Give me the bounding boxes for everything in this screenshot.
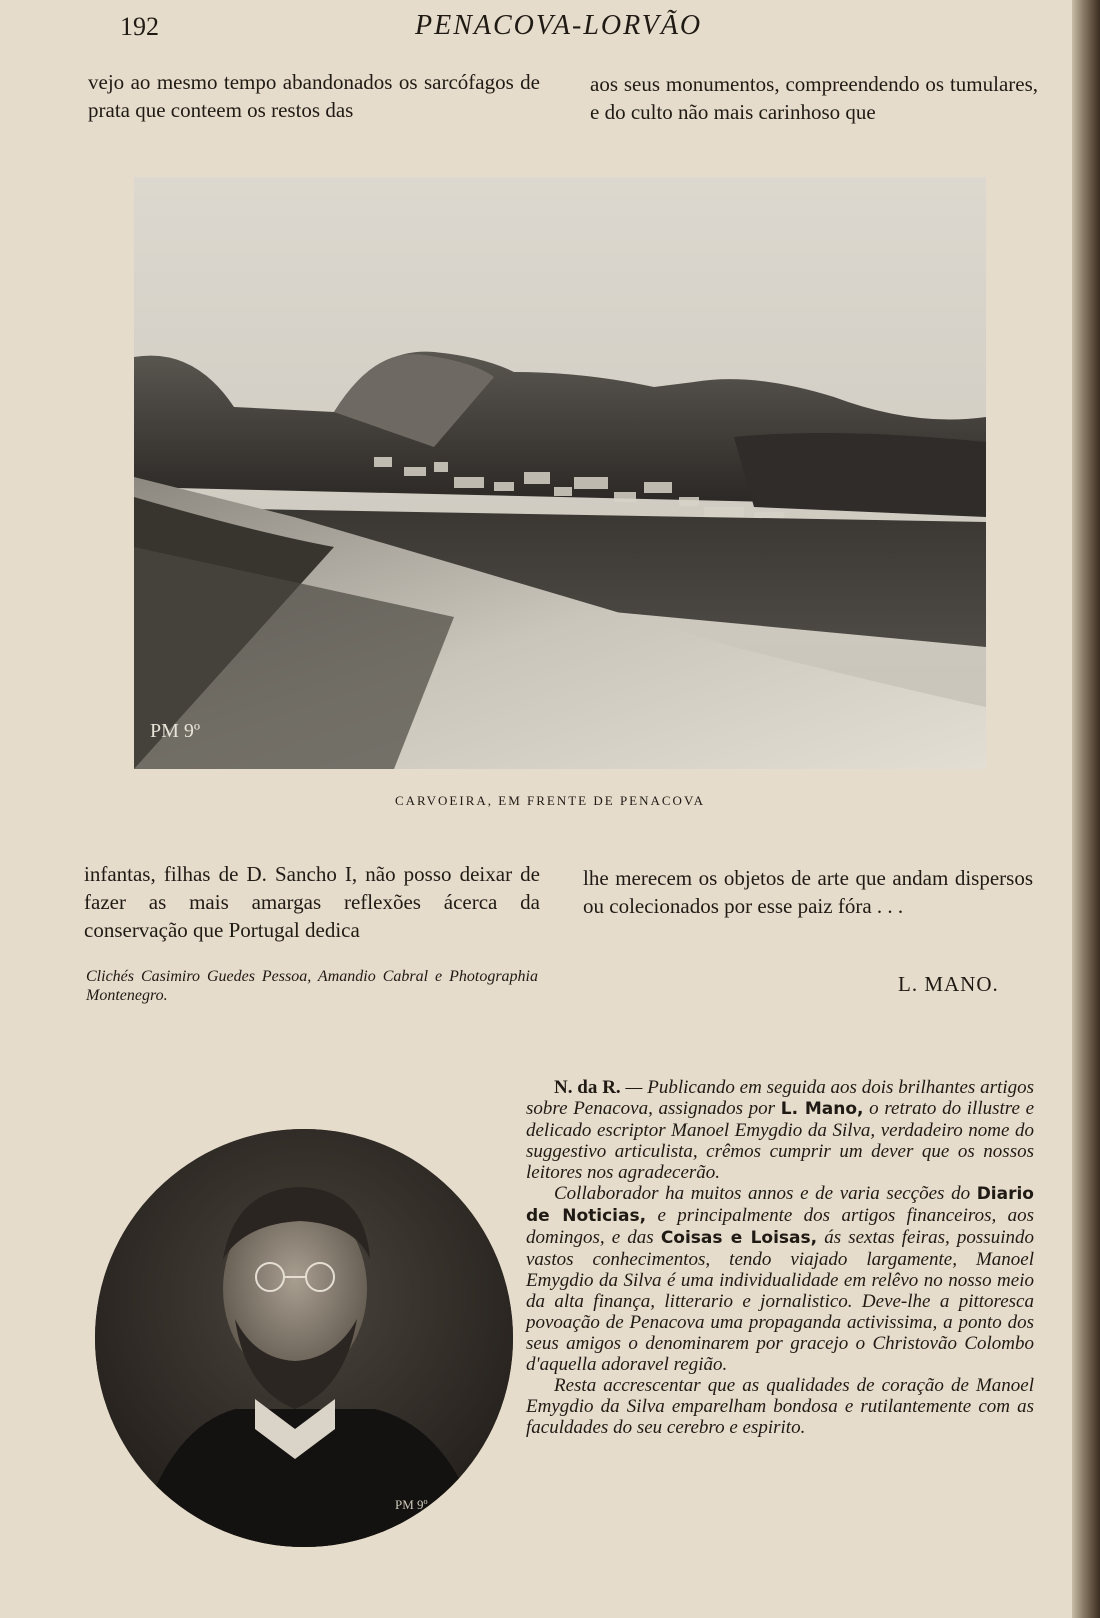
binding-gutter: [1072, 0, 1100, 1618]
top-left-text: vejo ao mesmo tempo abandonados os sarcófagos de prata que conteem os restos das: [88, 70, 540, 122]
note-author-name: L. Mano,: [780, 1099, 864, 1119]
page-number: 192: [120, 12, 159, 41]
portrait-monogram: PM 9º: [395, 1497, 428, 1512]
editors-note: [526, 1077, 1034, 1438]
note-paragraph-2: [526, 1183, 1034, 1375]
top-right-text: aos seus monumentos, compreendendo os tumulares, e do culto não mais carinhoso que: [590, 72, 1038, 124]
author-portrait: [95, 1129, 513, 1547]
middle-right-column: [583, 864, 1033, 920]
top-left-column: [88, 68, 540, 124]
author-signature: L. MANO.: [898, 972, 999, 996]
note-p2-a: Collaborador ha muitos annos e de varia secções do: [554, 1183, 977, 1204]
running-title: PENACOVA-LORVÃO: [415, 10, 703, 41]
landscape-photo: [134, 177, 986, 769]
photo-credits: Clichés Casimiro Guedes Pessoa, Amandio Cabral e Photographia Montenegro.: [86, 968, 538, 1004]
middle-left-text: infantas, filhas de D. Sancho I, não posso deixar de fazer as mais amargas reflexões ácerca da conservação que Portugal dedica: [84, 862, 540, 942]
note-p1-a: — Publicando em seguida aos dois brilhantes artigos sobre Penacova, assignados por: [526, 1077, 1034, 1119]
note-p2-c: ás sextas feiras, possuindo vastos conhecimentos, tendo viajado largamente, Manoel Emygdio da Silva é uma individualidade em relêvo no nosso meio da alta finança, litterario e jornalistico. Deve-lhe a pittoresca povoação de Penacova uma propaganda activissima, a ponto dos seus amigos o denominarem por gracejo o Christovão Colombo d'aquella adoravel região.: [526, 1227, 1034, 1375]
middle-right-text: lhe merecem os objetos de arte que andam dispersos ou colecionados por esse paiz fóra . . .: [583, 866, 1033, 918]
note-paragraph-3: Resta accrescentar que as qualidades de coração de Manoel Emygdio da Silva emparelham bondosa e rutilantemente com as faculdades do seu cerebro e espirito.: [526, 1375, 1034, 1438]
photo-monogram: PM 9º: [150, 720, 201, 742]
note-p1-b: o retrato do illustre e delicado escriptor Manoel Emygdio da Silva, verdadeiro nome do suggestivo articulista, crêmos cumprir um dever que os nossos leitores nos agradecerão.: [526, 1098, 1035, 1183]
note-column-name: Coisas e Loisas,: [660, 1228, 818, 1248]
top-right-column: [590, 70, 1038, 126]
note-paragraph-1: [526, 1077, 1034, 1183]
middle-left-column: [84, 860, 540, 944]
photo-caption: CARVOEIRA, EM FRENTE DE PENACOVA: [394, 793, 706, 808]
note-lead: N. da R.: [554, 1077, 621, 1098]
note-newspaper-name: Diario de Noticias,: [526, 1184, 1034, 1226]
note-p2-b: e principalmente dos artigos financeiros, aos domingos, e das: [526, 1205, 1034, 1248]
